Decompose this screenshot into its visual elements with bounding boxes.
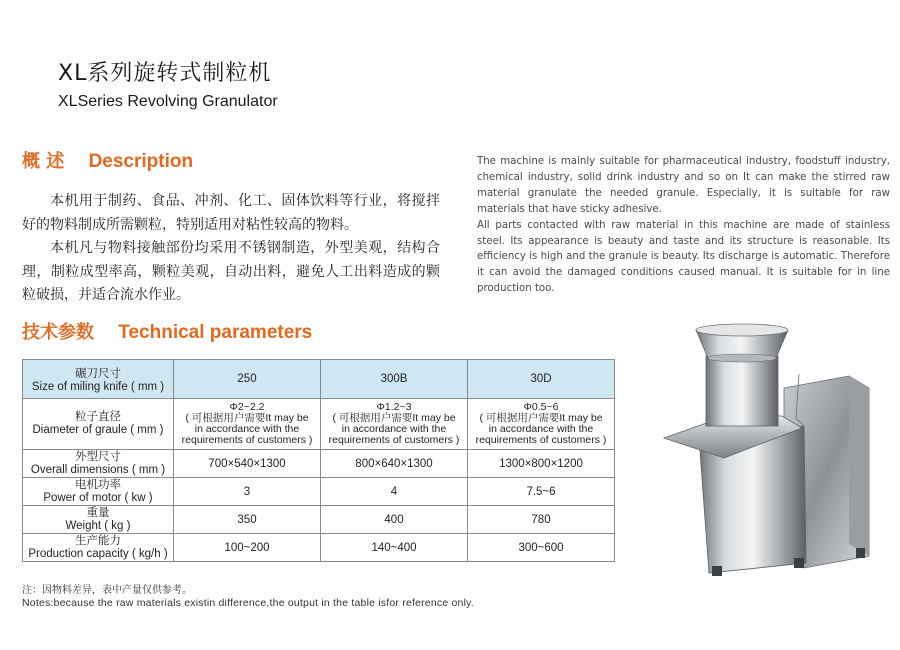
description-heading — [22, 147, 193, 173]
row-label-cell — [23, 450, 174, 478]
row-label-en: Diameter of graule ( mm ) — [32, 424, 164, 436]
row-label-en: Overall dimensions ( mm ) — [30, 463, 166, 476]
page-title-cn: XL系列旋转式制粒机 — [58, 61, 272, 86]
value-cell: 3 — [174, 478, 321, 506]
granulator-machine-image — [654, 318, 894, 580]
header-label-cn: 碾刀尺寸 — [75, 368, 121, 380]
row-label-en: Production capacity ( kg/h ) — [28, 547, 168, 560]
value-note: in accordance with the — [341, 423, 447, 435]
value-note: requirements of customers ) — [475, 434, 607, 446]
value-cell: 100~200 — [174, 534, 321, 562]
description-cn-paragraph: 本机用于制药、食品、冲剂、化工、固体饮料等行业，将搅拌好的物料制成所需颗粒，特别适用对粘性较高的物料。 — [22, 193, 440, 233]
row-label-en: Power of motor ( kw ) — [43, 491, 153, 504]
row-label-cn: 生产能力 — [75, 534, 121, 547]
value-note: ( 可根据用户需要It may be — [185, 412, 309, 424]
model-header: 300B — [321, 360, 468, 399]
model-header: 250 — [174, 360, 321, 399]
value-cell: 700×540×1300 — [174, 450, 321, 478]
row-label-cn: 外型尺寸 — [75, 450, 121, 463]
technical-heading — [22, 318, 312, 344]
value-cell — [174, 399, 321, 450]
row-label-cell — [23, 534, 174, 562]
value-note: ( 可根据用户需要It may be — [479, 412, 603, 424]
description-heading-en: Description — [88, 151, 194, 172]
row-label-cell — [23, 478, 174, 506]
value-main: Φ2~2.2 — [229, 401, 265, 413]
row-label-cn: 粒子直径 — [75, 411, 121, 423]
notes — [22, 584, 474, 610]
technical-heading-cn: 技术参数 — [22, 322, 94, 343]
value-cell: 780 — [468, 506, 615, 534]
value-cell: 400 — [321, 506, 468, 534]
value-cell — [321, 399, 468, 450]
header-label-en: Size of miling knife ( mm ) — [31, 381, 165, 393]
value-cell: 140~400 — [321, 534, 468, 562]
technical-heading-en: Technical parameters — [118, 322, 313, 343]
row-label-cn: 电机功率 — [75, 478, 121, 491]
value-cell: 350 — [174, 506, 321, 534]
row-label-cell — [23, 399, 174, 450]
value-cell: 800×640×1300 — [321, 450, 468, 478]
table-row — [23, 534, 615, 562]
value-note: in accordance with the — [488, 423, 594, 435]
table-row — [23, 506, 615, 534]
parameters-table — [22, 359, 615, 562]
description-cn-paragraph: 本机凡与物料接触部份均采用不锈钢制造，外型美观，结构合理，制粒成型率高，颗粒美观，自动出料，避免人工出料造成的颗粒破损，并适合流水作业。 — [22, 240, 440, 303]
table-row — [23, 478, 615, 506]
row-label-en: Weight ( kg ) — [65, 519, 131, 532]
row-label-cn: 重量 — [86, 506, 110, 519]
description-en-paragraph: All parts contacted with raw material in this machine are made of stainless steel. Its appearance is beauty and taste and its structure is reasonable. Its efficiency is high and the granule is beauty. Its discharge is automatic. Therefore it can avoid the damaged conditions caused manual. It is suitable for in line production too. — [477, 219, 890, 295]
value-cell — [468, 399, 615, 450]
value-note: in accordance with the — [194, 423, 300, 435]
description-heading-cn: 概 述 — [22, 151, 65, 172]
description-en — [477, 154, 890, 297]
value-cell: 4 — [321, 478, 468, 506]
page-title-en: XLSeries Revolving Granulator — [58, 93, 278, 110]
note-en: Notes:because the raw materials existin difference,the output in the table isfor reference only. — [22, 597, 474, 609]
row-label-cell — [23, 506, 174, 534]
note-cn: 注：因物料差异，表中产量仅供参考。 — [22, 585, 192, 596]
value-note: requirements of customers ) — [181, 434, 313, 446]
value-note: requirements of customers ) — [328, 434, 460, 446]
table-header-row — [23, 360, 615, 399]
table-row — [23, 450, 615, 478]
header-label-cell — [23, 360, 174, 399]
model-header: 30D — [468, 360, 615, 399]
value-cell: 300~600 — [468, 534, 615, 562]
value-cell: 7.5~6 — [468, 478, 615, 506]
value-note: ( 可根据用户需要It may be — [332, 412, 456, 424]
table-row — [23, 399, 615, 450]
description-cn — [22, 190, 440, 308]
description-en-paragraph: The machine is mainly suitable for pharmaceutical industry, foodstuff industry, chemical industry, solid drink industry and so on It can make the stirred raw material granulate the needed granule. Especially, it is suitable for raw materials that have sticky adhesive. — [477, 156, 890, 215]
value-main: Φ0.5~6 — [523, 401, 559, 413]
value-cell: 1300×800×1200 — [468, 450, 615, 478]
value-main: Φ1.2~3 — [376, 401, 412, 413]
